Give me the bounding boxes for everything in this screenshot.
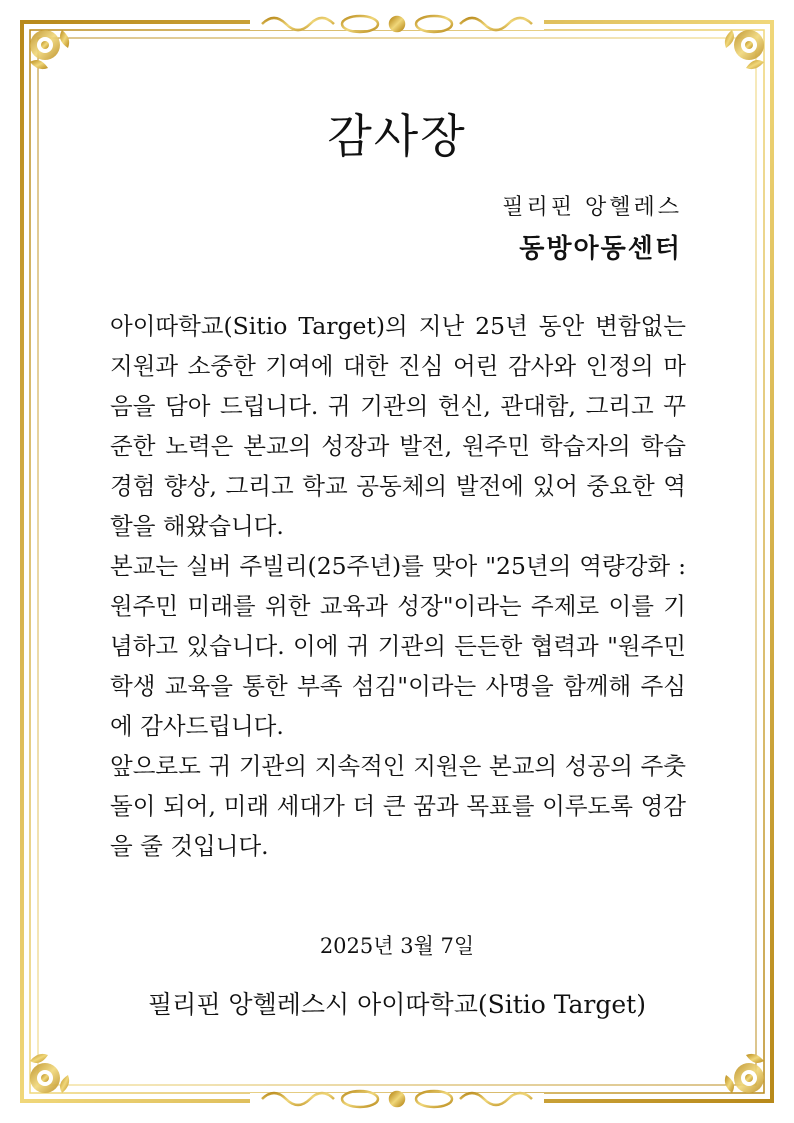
body-paragraph-2: 본교는 실버 주빌리(25주년)를 맞아 "25년의 역량강화 : 원주민 미래를 위한 교육과 성장"이라는 주제로 이를 기념하고 있습니다. 이에 귀 기관의 든든한 협력과 "원주민 학생 교육을 통한 부족 섬김"이라는 사명을 함께해 주심에 감사드립니다. xyxy=(110,552,686,740)
bottom-flourish xyxy=(250,1091,544,1107)
certificate-title: 감사장 xyxy=(327,109,467,163)
recipient-location: 필리핀 앙헬레스 xyxy=(502,195,682,220)
recipient-name: 동방아동센터 xyxy=(519,234,682,264)
corner-ornament-top-left xyxy=(30,30,69,69)
corner-ornament-bottom-left xyxy=(30,1054,69,1093)
body-paragraph-1: 아이따학교(Sitio Target)의 지난 25년 동안 변함없는 지원과 소중한 기여에 대한 진심 어린 감사와 인정의 마음을 담아 드립니다. 귀 기관의 헌신, 관대함, 그리고 꾸준한 노력은 본교의 성장과 발전, 원주민 학습자의 학습 경험 향상, 그리고 학교 공동체의 발전에 있어 중요한 역할을 해왔습니다. xyxy=(110,312,686,540)
issue-date: 2025년 3월 7일 xyxy=(319,934,475,958)
corner-ornament-top-right xyxy=(725,30,764,69)
corner-ornament-bottom-right xyxy=(725,1054,764,1093)
issuer-name: 필리핀 앙헬레스시 아이따학교(Sitio Target) xyxy=(148,990,646,1019)
top-flourish xyxy=(250,16,544,32)
body-paragraph-3: 앞으로도 귀 기관의 지속적인 지원은 본교의 성공의 주춧돌이 되어, 미래 세대가 더 큰 꿈과 목표를 이루도록 영감을 줄 것입니다. xyxy=(110,752,686,860)
certificate-body xyxy=(110,306,686,866)
